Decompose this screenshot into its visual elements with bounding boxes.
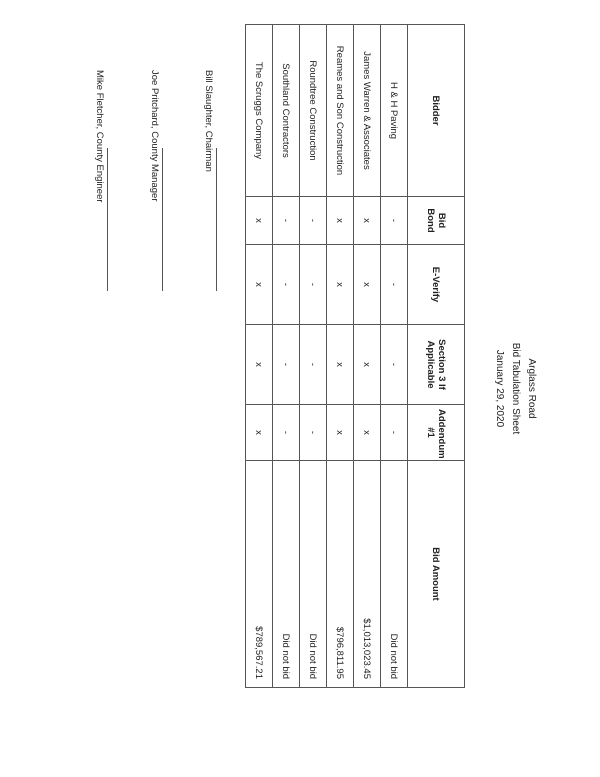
bidder-cell: James Warren & Associates: [354, 25, 381, 197]
column-header-addendum: Addendum #1: [408, 405, 465, 461]
e-verify-cell: -: [273, 245, 300, 325]
bid-bond-cell: x: [327, 197, 354, 245]
bid-amount-cell: Did not bid: [381, 461, 408, 688]
section-3-cell: x: [354, 325, 381, 405]
table-row: [246, 25, 273, 688]
column-header-bidder: Bidder: [408, 25, 465, 197]
column-header-e-verify: E-Verify: [408, 245, 465, 325]
bidder-cell: The Scruggs Company: [246, 25, 273, 197]
table-row: [381, 25, 408, 688]
e-verify-cell: -: [300, 245, 327, 325]
table-row: [300, 25, 327, 688]
bid-bond-cell: -: [381, 197, 408, 245]
bid-amount-cell: Did not bid: [273, 461, 300, 688]
addendum-cell: x: [327, 405, 354, 461]
signature-block-county-manager: [149, 70, 163, 270]
bid-bond-cell: x: [354, 197, 381, 245]
document-subtitle: Bid Tabulation Sheet: [510, 342, 521, 435]
column-header-bid-amount: Bid Amount: [408, 461, 465, 688]
signature-block-county-engineer: [94, 70, 108, 270]
document-title: Arglass Road: [526, 358, 537, 419]
addendum-cell: -: [381, 405, 408, 461]
section-3-cell: -: [273, 325, 300, 405]
bid-amount-cell: Did not bid: [300, 461, 327, 688]
bid-bond-cell: -: [273, 197, 300, 245]
bid-amount-cell: $796,811.95: [327, 461, 354, 688]
signature-line: [107, 148, 108, 291]
signature-line: [216, 148, 217, 291]
addendum-cell: x: [246, 405, 273, 461]
bid-amount-cell: $1,013,023.45: [354, 461, 381, 688]
addendum-cell: -: [300, 405, 327, 461]
document-date: January 29, 2020: [494, 349, 505, 428]
section-3-cell: -: [300, 325, 327, 405]
addendum-cell: -: [273, 405, 300, 461]
bidder-cell: H & H Paving: [381, 25, 408, 197]
table-row: [354, 25, 381, 688]
table-row: [273, 25, 300, 688]
e-verify-cell: x: [327, 245, 354, 325]
bid-bond-cell: -: [300, 197, 327, 245]
bid-bond-cell: x: [246, 197, 273, 245]
column-header-section-3: Section 3 If Applicable: [408, 325, 465, 405]
addendum-cell: x: [354, 405, 381, 461]
section-3-cell: x: [327, 325, 354, 405]
bidder-cell: Reames and Son Construction: [327, 25, 354, 197]
section-3-cell: x: [246, 325, 273, 405]
signature-name: Joe Pritchard, County Manager: [149, 70, 160, 202]
e-verify-cell: x: [354, 245, 381, 325]
e-verify-cell: x: [246, 245, 273, 325]
bid-table: [245, 24, 465, 688]
table-row: [327, 25, 354, 688]
e-verify-cell: -: [381, 245, 408, 325]
bidder-cell: Roundtree Construction: [300, 25, 327, 197]
signature-name: Mike Fletcher, County Engineer: [94, 70, 105, 203]
bid-amount-cell: $789,567.21: [246, 461, 273, 688]
signature-block-chairman: [203, 70, 217, 270]
bidder-cell: Southland Contractors: [273, 25, 300, 197]
table-header-row: [408, 25, 465, 688]
column-header-bid-bond: Bid Bond: [408, 197, 465, 245]
section-3-cell: -: [381, 325, 408, 405]
signature-line: [162, 148, 163, 291]
signature-name: Bill Slaughter, Chairman: [203, 70, 214, 172]
